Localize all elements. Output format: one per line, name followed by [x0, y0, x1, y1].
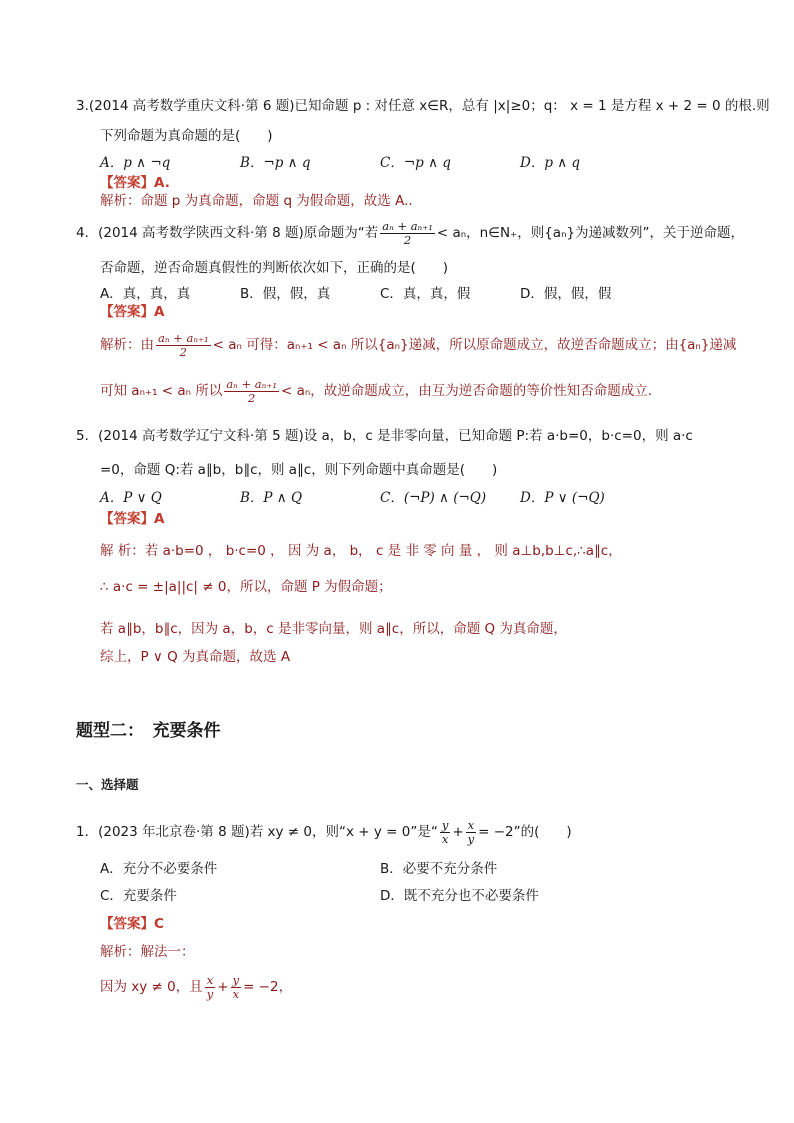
q1-expl-fraction-1-numerator: x	[206, 972, 214, 987]
q4-expl1-suffix: < aₙ 可得：aₙ₊₁ < aₙ 所以{aₙ}递减，所以原命题成立，故逆否命题成立；由{aₙ}递减	[212, 337, 737, 353]
q1-fraction-2-numerator: x	[467, 817, 475, 832]
q1-explanation-line2	[100, 972, 292, 1002]
q1-expl-fraction-2	[231, 974, 242, 1001]
q3-option-b: B．¬p ∧ q	[240, 155, 311, 171]
q5-option-b: B．P ∧ Q	[240, 490, 303, 506]
q4-stem-prefix: 4．(2014 高考数学陕西文科·第 8 题)原命题为“若	[76, 225, 379, 241]
q5-stem-line1: 5．(2014 高考数学辽宁文科·第 5 题)设 a，b，c 是非零向量，已知命题 P:若 a·b=0，b·c=0，则 a·c	[76, 428, 693, 444]
q4-expl2-fraction-numerator: aₙ + aₙ₊₁	[226, 376, 277, 391]
q1-expl-fraction-1	[205, 974, 216, 1001]
q5-option-a: A．P ∨ Q	[100, 490, 162, 506]
section-subtitle: 一、选择题	[76, 777, 139, 792]
q3-answer: 【答案】A.	[100, 175, 170, 191]
q5-explanation-line4: 综上，P ∨ Q 为真命题，故选 A	[100, 649, 291, 665]
q4-stem-line2: 否命题，逆否命题真假性的判断依次如下，正确的是( )	[100, 260, 449, 276]
q3-option-d: D．p ∧ q	[520, 155, 581, 171]
q1-expl-fraction-2-denominator: x	[232, 986, 240, 1001]
q4-expl2-suffix: < aₙ，故逆命题成立，由互为逆否命题的等价性知否命题成立.	[281, 383, 653, 399]
q1-fraction-1-numerator: y	[441, 817, 449, 832]
q1-expl-fraction-2-numerator: y	[232, 972, 240, 987]
q3-explanation: 解析：命题 p 为真命题，命题 q 为假命题，故选 A..	[100, 193, 413, 209]
q4-expl2-fraction-denominator: 2	[248, 390, 256, 405]
q5-answer: 【答案】A	[100, 511, 165, 527]
q4-option-a: A．真，真，真	[100, 286, 191, 302]
q4-stem-suffix: < aₙ，n∈N₊，则{aₙ}为递减数列”，关于逆命题，	[436, 225, 745, 241]
q1-fraction-1-denominator: x	[441, 831, 449, 846]
q3-option-c: C．¬p ∧ q	[380, 155, 451, 171]
q5-explanation-line1: 解 析：若 a·b=0 ， b·c=0 ， 因 为 a， b， c 是 非 零 向 量 ， 则 a⊥b,b⊥c,∴a∥c，	[100, 543, 622, 559]
q3-stem-line2: 下列命题为真命题的是( )	[100, 128, 273, 144]
q1-fraction-1	[440, 819, 451, 846]
q4-option-d: D．假，假，假	[520, 286, 612, 302]
q4-expl2-fraction	[224, 378, 279, 405]
q4-option-c: C．真，真，假	[380, 286, 471, 302]
q4-expl1-prefix: 解析：由	[100, 337, 154, 353]
q5-explanation-line2: ∴ a·c = ±|a||c| ≠ 0，所以，命题 P 为假命题；	[100, 579, 392, 595]
q3-stem-line1: 3.(2014 高考数学重庆文科·第 6 题)已知命题 p : 对任意 x∈R，总有 |x|≥0；q： x = 1 是方程 x + 2 = 0 的根.则	[76, 98, 770, 114]
q1-option-b: B．必要不充分条件	[380, 861, 498, 877]
q4-expl1-fraction-numerator: aₙ + aₙ₊₁	[158, 330, 209, 345]
q1-plus-sign: +	[452, 824, 464, 840]
q1-expl2-prefix: 因为 xy ≠ 0，且	[100, 979, 203, 995]
q1-expl2-suffix: = −2，	[243, 979, 293, 995]
q1-stem-prefix: 1．(2023 年北京卷·第 8 题)若 xy ≠ 0，则“x + y = 0”是“	[76, 824, 438, 840]
q4-answer: 【答案】A	[100, 304, 165, 320]
q4-expl2-prefix: 可知 aₙ₊₁ < aₙ 所以	[100, 383, 223, 399]
q1-option-c: C．充要条件	[100, 888, 177, 904]
q4-option-b: B．假，假，真	[240, 286, 331, 302]
q1-stem-line1	[76, 817, 572, 847]
section-title: 题型二： 充要条件	[76, 721, 221, 741]
q5-option-d: D．P ∨ (¬Q)	[520, 490, 605, 506]
q1-expl-plus-sign: +	[217, 979, 229, 995]
q5-option-c: C．(¬P) ∧ (¬Q)	[380, 490, 487, 506]
q4-fraction	[380, 220, 435, 247]
q1-answer: 【答案】C	[100, 916, 164, 932]
q4-explanation-line1	[100, 330, 736, 360]
q4-explanation-line2	[100, 376, 652, 406]
q4-fraction-numerator: aₙ + aₙ₊₁	[382, 218, 433, 233]
q1-fraction-2-denominator: y	[467, 831, 475, 846]
q4-stem-line1	[76, 218, 744, 248]
q1-stem-suffix: = −2”的( )	[478, 824, 572, 840]
q5-stem-line2: =0，命题 Q:若 a∥b，b∥c，则 a∥c，则下列命题中真命题是( )	[100, 462, 498, 478]
q1-expl-fraction-1-denominator: y	[206, 986, 214, 1001]
q1-option-a: A．充分不必要条件	[100, 861, 218, 877]
q4-fraction-denominator: 2	[403, 232, 412, 247]
q1-explanation-line1: 解析：解法一：	[100, 944, 195, 960]
q1-fraction-2	[466, 819, 477, 846]
q3-option-a: A．p ∧ ¬q	[100, 155, 171, 171]
q5-explanation-line3: 若 a∥b，b∥c，因为 a，b，c 是非零向量，则 a∥c，所以，命题 Q 为真命题，	[100, 621, 567, 637]
q4-expl1-fraction-denominator: 2	[179, 344, 187, 359]
q1-option-d: D．既不充分也不必要条件	[380, 888, 539, 904]
q4-expl1-fraction	[156, 332, 211, 359]
